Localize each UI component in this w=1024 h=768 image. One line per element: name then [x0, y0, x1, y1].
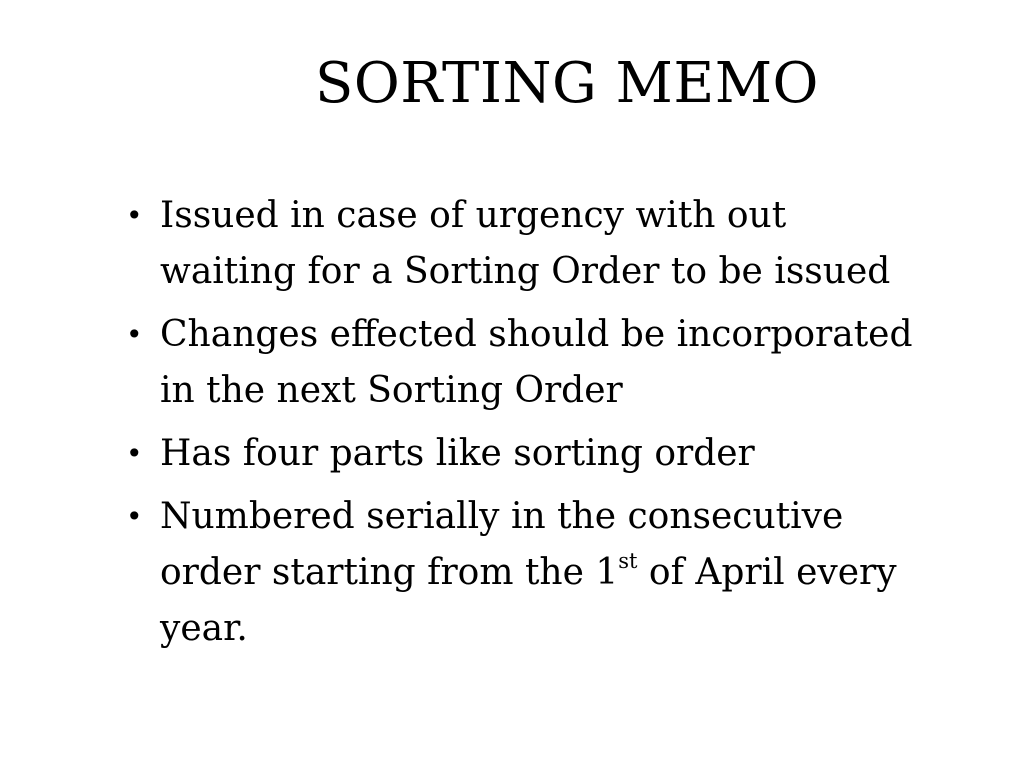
superscript-ordinal: st	[618, 549, 638, 573]
bullet-icon: •	[126, 318, 143, 351]
bullet-icon: •	[126, 199, 143, 232]
bullet-text-segment: order starting from the 1	[160, 552, 619, 593]
bullet-icon: •	[126, 437, 143, 470]
bullet-item	[120, 489, 1015, 657]
bullet-text-line: in the next Sorting Order	[160, 370, 623, 411]
bullet-list	[120, 188, 1015, 664]
bullet-text-line: waiting for a Sorting Order to be issued	[160, 251, 891, 292]
bullet-text-line: Issued in case of urgency with out	[160, 195, 787, 236]
bullet-text-line: Numbered serially in the consecutive	[160, 496, 844, 537]
bullet-text-line: Has four parts like sorting order	[160, 433, 755, 474]
slide-title: SORTING MEMO	[315, 51, 819, 116]
bullet-item	[120, 307, 1015, 419]
bullet-text-segment: of April every	[637, 552, 897, 593]
bullet-item	[120, 188, 1015, 300]
bullet-item	[120, 426, 1015, 482]
bullet-text-line	[160, 545, 1015, 601]
bullet-text-line: year.	[160, 608, 248, 649]
bullet-text-line: Changes effected should be incorporated	[160, 314, 913, 355]
bullet-icon: •	[126, 500, 143, 533]
